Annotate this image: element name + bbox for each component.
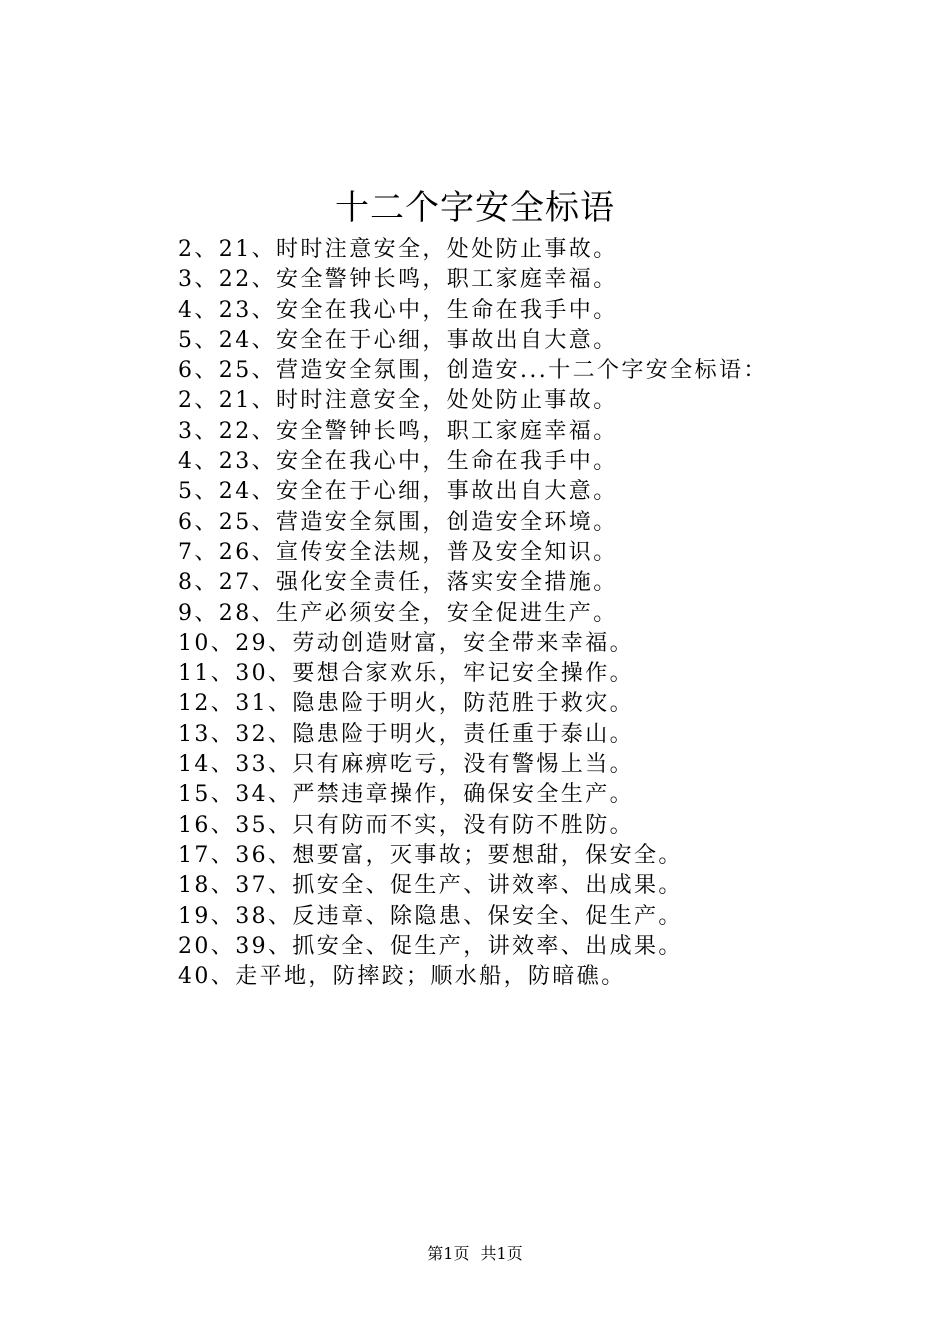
slogan-line: 3、22、安全警钟长鸣，职工家庭幸福。 xyxy=(178,267,618,293)
slogan-line: 5、24、安全在于心细，事故出自大意。 xyxy=(178,327,618,353)
slogan-line: 18、37、抓安全、促生产、讲效率、出成果。 xyxy=(178,873,683,899)
slogan-line: 2、21、时时注意安全，处处防止事故。 xyxy=(178,388,618,414)
slogan-line: 2、21、时时注意安全，处处防止事故。 xyxy=(178,237,618,262)
document-title: 十二个字安全标语 xyxy=(335,188,615,228)
slogan-line: 8、27、强化安全责任，落实安全措施。 xyxy=(178,570,618,596)
slogan-line: 7、26、宣传安全法规，普及安全知识。 xyxy=(178,539,618,565)
slogan-line: 10、29、劳动创造财富，安全带来幸福。 xyxy=(178,630,634,656)
slogan-line: 20、39、抓安全、促生产，讲效率、出成果。 xyxy=(178,933,683,959)
slogan-line: 4、23、安全在我心中，生命在我手中。 xyxy=(178,449,618,475)
slogan-line: 16、35、只有防而不实，没有防不胜防。 xyxy=(178,812,634,838)
slogan-line: 19、38、反违章、除隐患、保安全、促生产。 xyxy=(178,903,683,929)
slogan-line: 15、34、严禁违章操作，确保安全生产。 xyxy=(178,782,634,808)
page-total: 共1页 xyxy=(480,1244,523,1263)
slogan-line: 40、走平地，防摔跤；顺水船，防暗礁。 xyxy=(178,964,626,990)
page-number: 第1页 xyxy=(427,1244,470,1263)
slogan-line: 14、33、只有麻痹吃亏，没有警惕上当。 xyxy=(178,752,634,778)
slogan-line: 11、30、要想合家欢乐，牢记安全操作。 xyxy=(178,661,634,687)
slogan-line: 6、25、营造安全氛围，创造安全环境。 xyxy=(178,509,618,535)
slogan-line: 12、31、隐患险于明火，防范胜于救灾。 xyxy=(178,691,634,717)
slogan-line: 17、36、想要富，灭事故；要想甜，保安全。 xyxy=(178,842,683,868)
slogan-line: 5、24、安全在于心细，事故出自大意。 xyxy=(178,479,618,505)
slogan-line: 3、22、安全警钟长鸣，职工家庭幸福。 xyxy=(178,418,618,444)
slogan-line: 9、28、生产必须安全，安全促进生产。 xyxy=(178,600,618,626)
slogan-list xyxy=(178,235,768,992)
page-footer xyxy=(0,1242,950,1266)
slogan-line: 6、25、营造安全氛围，创造安...十二个字安全标语： xyxy=(178,358,768,384)
slogan-line: 13、32、隐患险于明火，责任重于泰山。 xyxy=(178,721,634,747)
slogan-line: 4、23、安全在我心中，生命在我手中。 xyxy=(178,297,618,323)
